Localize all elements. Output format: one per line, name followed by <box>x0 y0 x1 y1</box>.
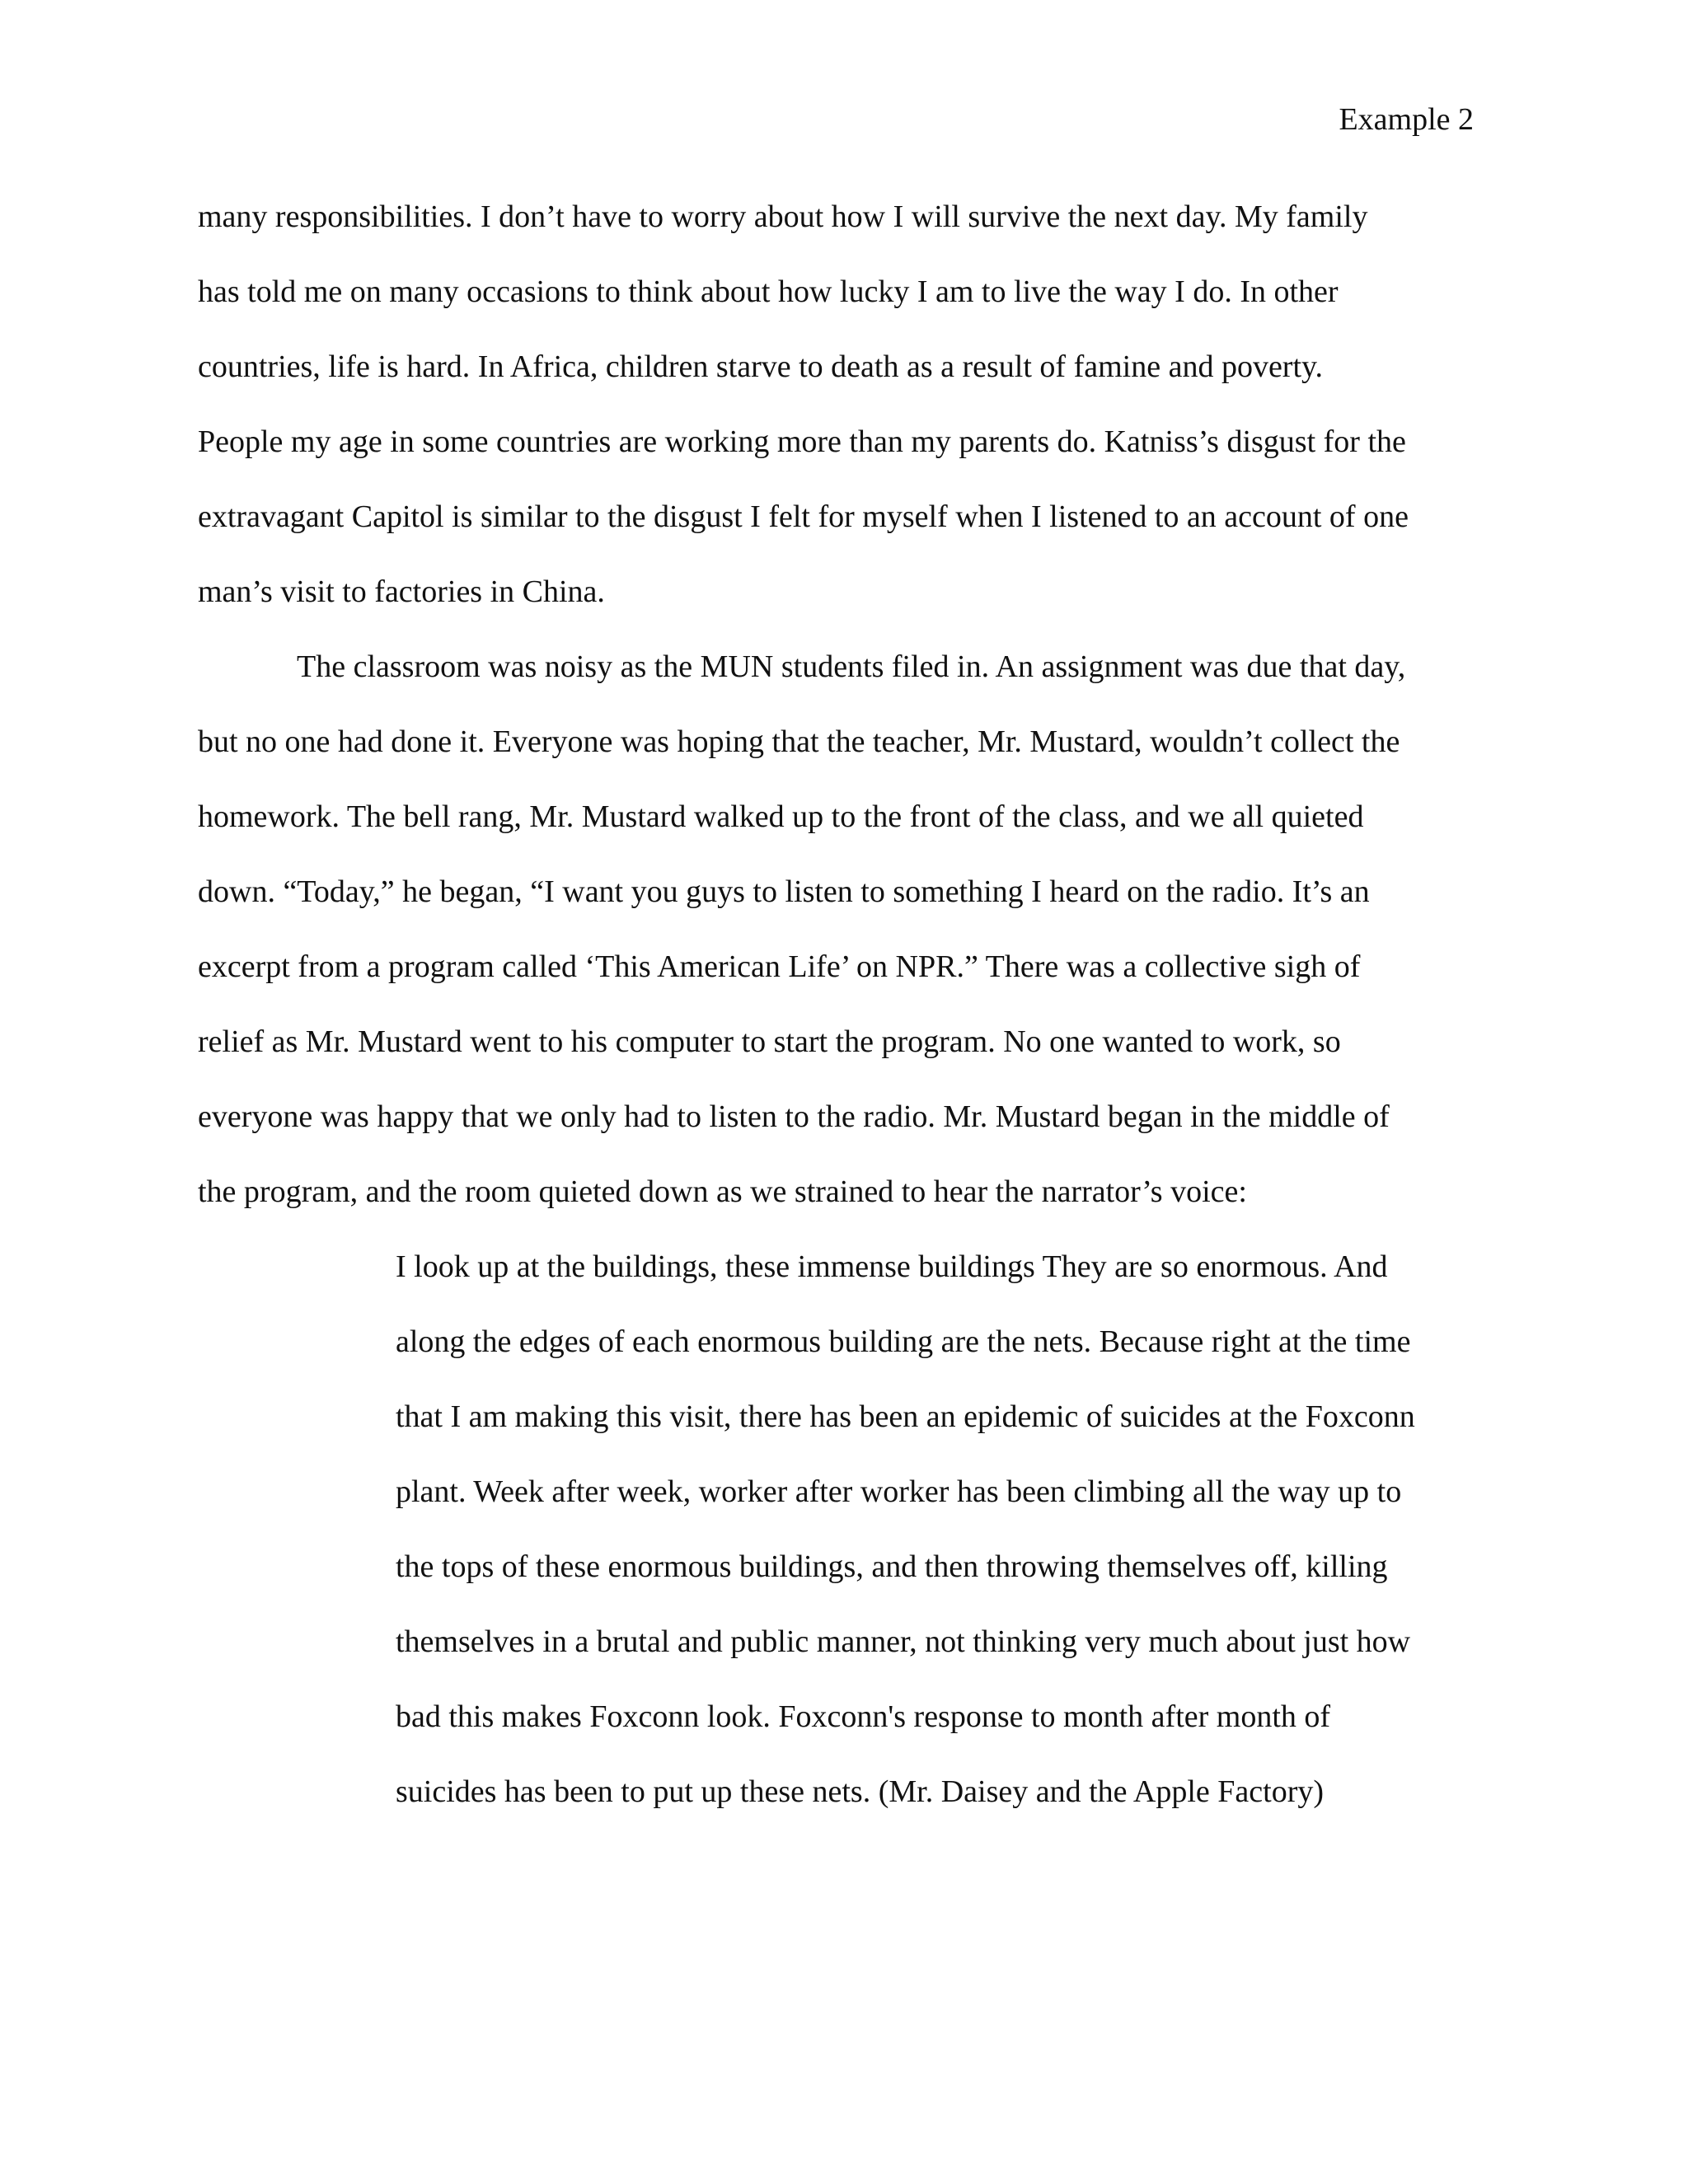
paragraph-2-line-4: down. “Today,” he began, “I want you guys to listen to something I heard on the radio. It’s an <box>198 874 1370 909</box>
paragraph-2-line-5: excerpt from a program called ‘This American Life’ on NPR.” There was a collective sigh of <box>198 949 1361 984</box>
paragraph-2-line-1: The classroom was noisy as the MUN students filed in. An assignment was due that day, <box>297 649 1406 684</box>
paragraph-2-line-2: but no one had done it. Everyone was hoping that the teacher, Mr. Mustard, wouldn’t collect the <box>198 724 1400 759</box>
paragraph-1-line-6: man’s visit to factories in China. <box>198 574 605 609</box>
paragraph-1-line-3: countries, life is hard. In Africa, children starve to death as a result of famine and poverty. <box>198 349 1324 384</box>
paragraph-1-line-5: extravagant Capitol is similar to the disgust I felt for myself when I listened to an account of one <box>198 499 1409 534</box>
paragraph-2-line-7: everyone was happy that we only had to listen to the radio. Mr. Mustard began in the middle of <box>198 1099 1390 1134</box>
block-quote-line-8: suicides has been to put up these nets. (Mr. Daisey and the Apple Factory) <box>396 1774 1325 1809</box>
paragraph-1-line-1: many responsibilities. I don’t have to worry about how I will survive the next day. My family <box>198 199 1368 234</box>
running-head: Example 2 <box>1339 102 1474 137</box>
block-quote-line-2: along the edges of each enormous building are the nets. Because right at the time <box>396 1324 1411 1359</box>
block-quote-line-3: that I am making this visit, there has been an epidemic of suicides at the Foxconn <box>396 1399 1415 1434</box>
block-quote-line-6: themselves in a brutal and public manner, not thinking very much about just how <box>396 1624 1411 1659</box>
block-quote-line-1: I look up at the buildings, these immense buildings They are so enormous. And <box>396 1249 1388 1284</box>
paragraph-2-line-3: homework. The bell rang, Mr. Mustard walked up to the front of the class, and we all quieted <box>198 799 1364 834</box>
paragraph-2-line-8: the program, and the room quieted down as we strained to hear the narrator’s voice: <box>198 1174 1247 1209</box>
block-quote-line-4: plant. Week after week, worker after worker has been climbing all the way up to <box>396 1474 1402 1509</box>
block-quote-line-5: the tops of these enormous buildings, and then throwing themselves off, killing <box>396 1549 1388 1584</box>
block-quote-line-7: bad this makes Foxconn look. Foxconn's response to month after month of <box>396 1699 1331 1734</box>
paragraph-1-line-2: has told me on many occasions to think about how lucky I am to live the way I do. In other <box>198 274 1339 309</box>
paragraph-2-line-6: relief as Mr. Mustard went to his computer to start the program. No one wanted to work, so <box>198 1024 1341 1059</box>
paragraph-1-line-4: People my age in some countries are working more than my parents do. Katniss’s disgust for the <box>198 424 1406 459</box>
